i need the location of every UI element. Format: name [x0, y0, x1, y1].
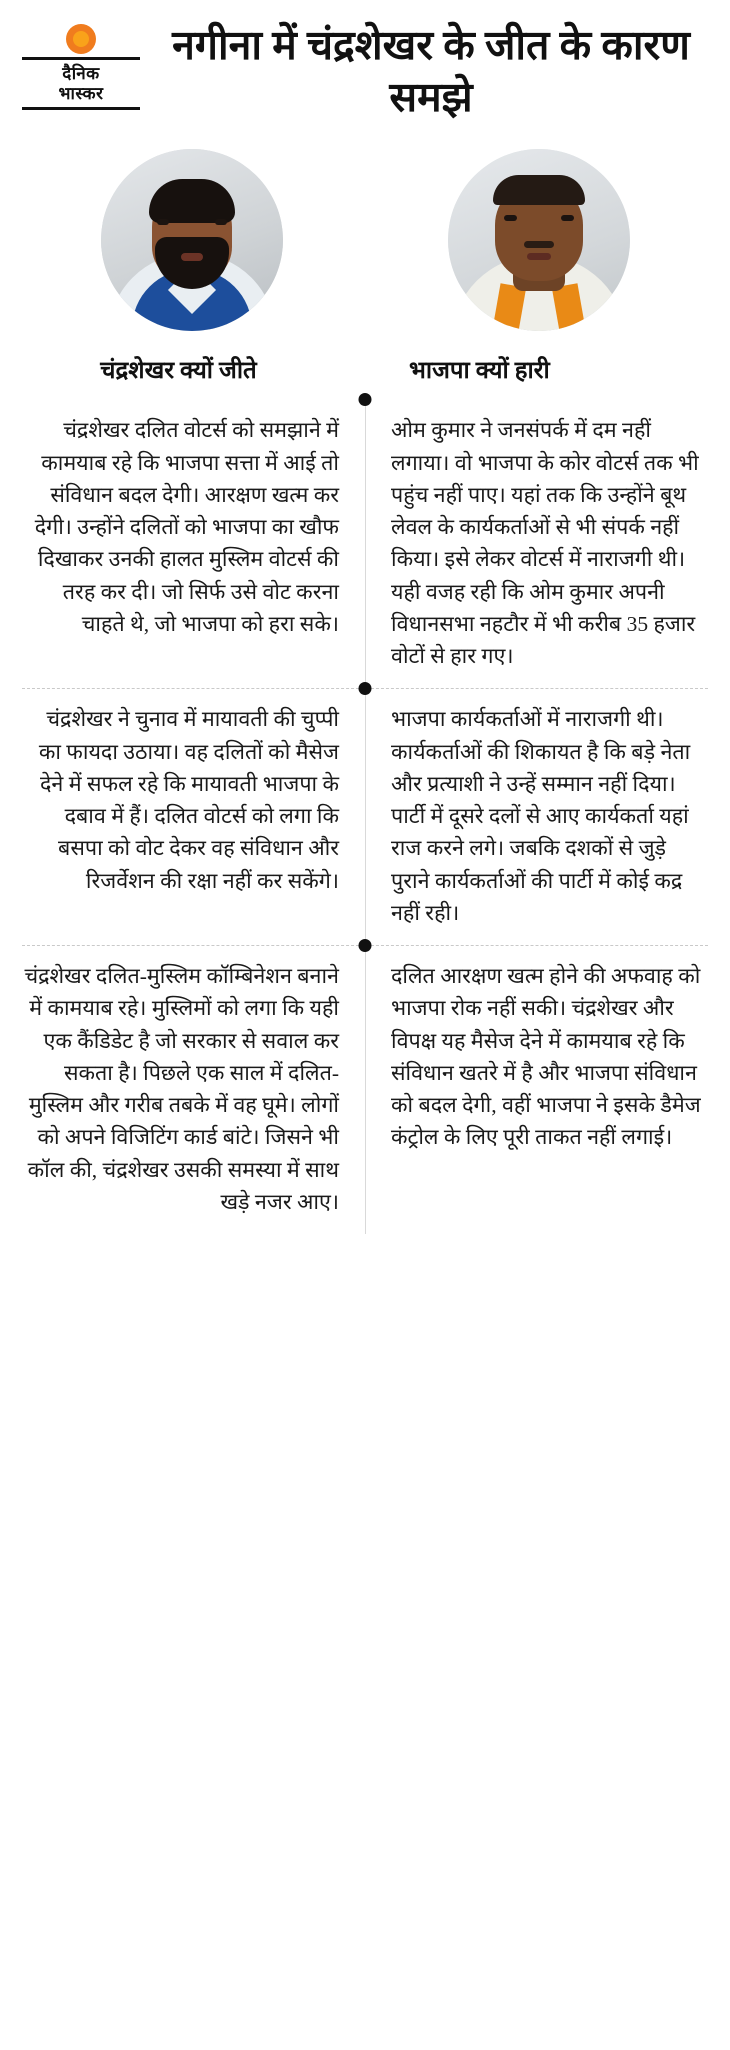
photo-cell-right — [365, 149, 712, 331]
logo-divider-top — [22, 57, 140, 60]
bullet-icon — [359, 682, 372, 695]
comparison-row — [22, 945, 708, 1234]
logo-divider-bottom — [22, 107, 140, 110]
brand-logo[interactable] — [22, 18, 148, 110]
photo-cell-left — [18, 149, 365, 331]
row-3-left-text: चंद्रशेखर दलित-मुस्लिम कॉम्बिनेशन बनाने में कामयाब रहे। मुस्लिमों को लगा कि यही एक कैंडिडेट है जो सरकार से सवाल कर सकता है। पिछले एक साल में दलित-मुस्लिम और गरीब तबके में वह घूमे। लोगों को अपने विजिटिंग कार्ड बांटे। जिसने भी कॉल की, चंद्रशेखर उसकी समस्या में साथ खड़े नजर आए। — [24, 964, 339, 1214]
chandrashekhar-portrait — [101, 149, 283, 331]
row-1-right-text: ओम कुमार ने जनसंपर्क में दम नहीं लगाया। वो भाजपा के कोर वोटर्स तक भी पहुंच नहीं पाए। यहां तक कि उन्होंने बूथ लेवल के कार्यकर्ताओं से भी संपर्क नहीं किया। इसे लेकर वोटर्स में नाराजगी थी। यही वजह रही कि ओम कुमार अपनी विधानसभा नहटौर में भी करीब 35 हजार वोटों से हार गए। — [391, 418, 699, 669]
bullet-icon — [359, 393, 372, 406]
row-2-right-text: भाजपा कार्यकर्ताओं में नाराजगी थी। कार्यकर्ताओं की शिकायत है कि बड़े नेता और प्रत्याशी ने उन्हें सम्मान नहीं दिया। पार्टी में दूसरे दलों से आए कार्यकर्ता यहां राज करने लगे। जबकि दशकों से जुड़े पुराने कार्यकर्ताओं की पार्टी में कोई कद्र नहीं रही। — [391, 707, 691, 925]
column-heading-left: चंद्रशेखर क्यों जीते — [100, 358, 257, 385]
row-2-left-text: चंद्रशेखर ने चुनाव में मायावती की चुप्पी का फायदा उठाया। वह दलितों को मैसेज देने में सफल रहे कि मायावती भाजपा के दबाव में हैं। दलित वोटर्स को लगा कि बसपा को वोट देकर वह संविधान और रिजर्वेशन की रक्षा नहीं कर सकेंगे। — [38, 707, 339, 893]
row-1-left-text: चंद्रशेखर दलित वोटर्स को समझाने में कामयाब रहे कि भाजपा सत्ता में आई तो संविधान बदल देगी। आरक्षण खत्म कर देगी। उन्होंने दलितों को भाजपा का खौफ दिखाकर उनकी हालत मुस्लिम वोटर्स की तरह कर दी। जो सिर्फ उसे वोट करना चाहते थे, जो भाजपा को हरा सके। — [34, 418, 339, 636]
comparison-row — [22, 400, 708, 688]
bullet-icon — [359, 939, 372, 952]
photo-row — [0, 149, 730, 331]
sun-icon — [66, 24, 96, 54]
om-kumar-portrait — [448, 149, 630, 331]
page-title: नगीना में चंद्रशेखर के जीत के कारण समझे — [172, 22, 690, 120]
comparison-grid — [0, 400, 730, 1234]
row-3-right-text: दलित आरक्षण खत्म होने की अफवाह को भाजपा रोक नहीं सकी। चंद्रशेखर और विपक्ष यह मैसेज देने में कामयाब रहे कि संविधान खतरे में है और भाजपा संविधान को बदल देगी, वहीं भाजपा ने इसके डैमेज कंट्रोल के लिए पूरी ताकत नहीं लगाई। — [391, 964, 701, 1150]
brand-name-line1: दैनिक — [62, 64, 100, 83]
comparison-row — [22, 688, 708, 945]
brand-name-line2: भास्कर — [58, 83, 104, 103]
header — [0, 0, 730, 123]
column-headings — [0, 353, 730, 386]
column-heading-right: भाजपा क्यों हारी — [409, 358, 550, 385]
headline-block — [148, 18, 704, 123]
